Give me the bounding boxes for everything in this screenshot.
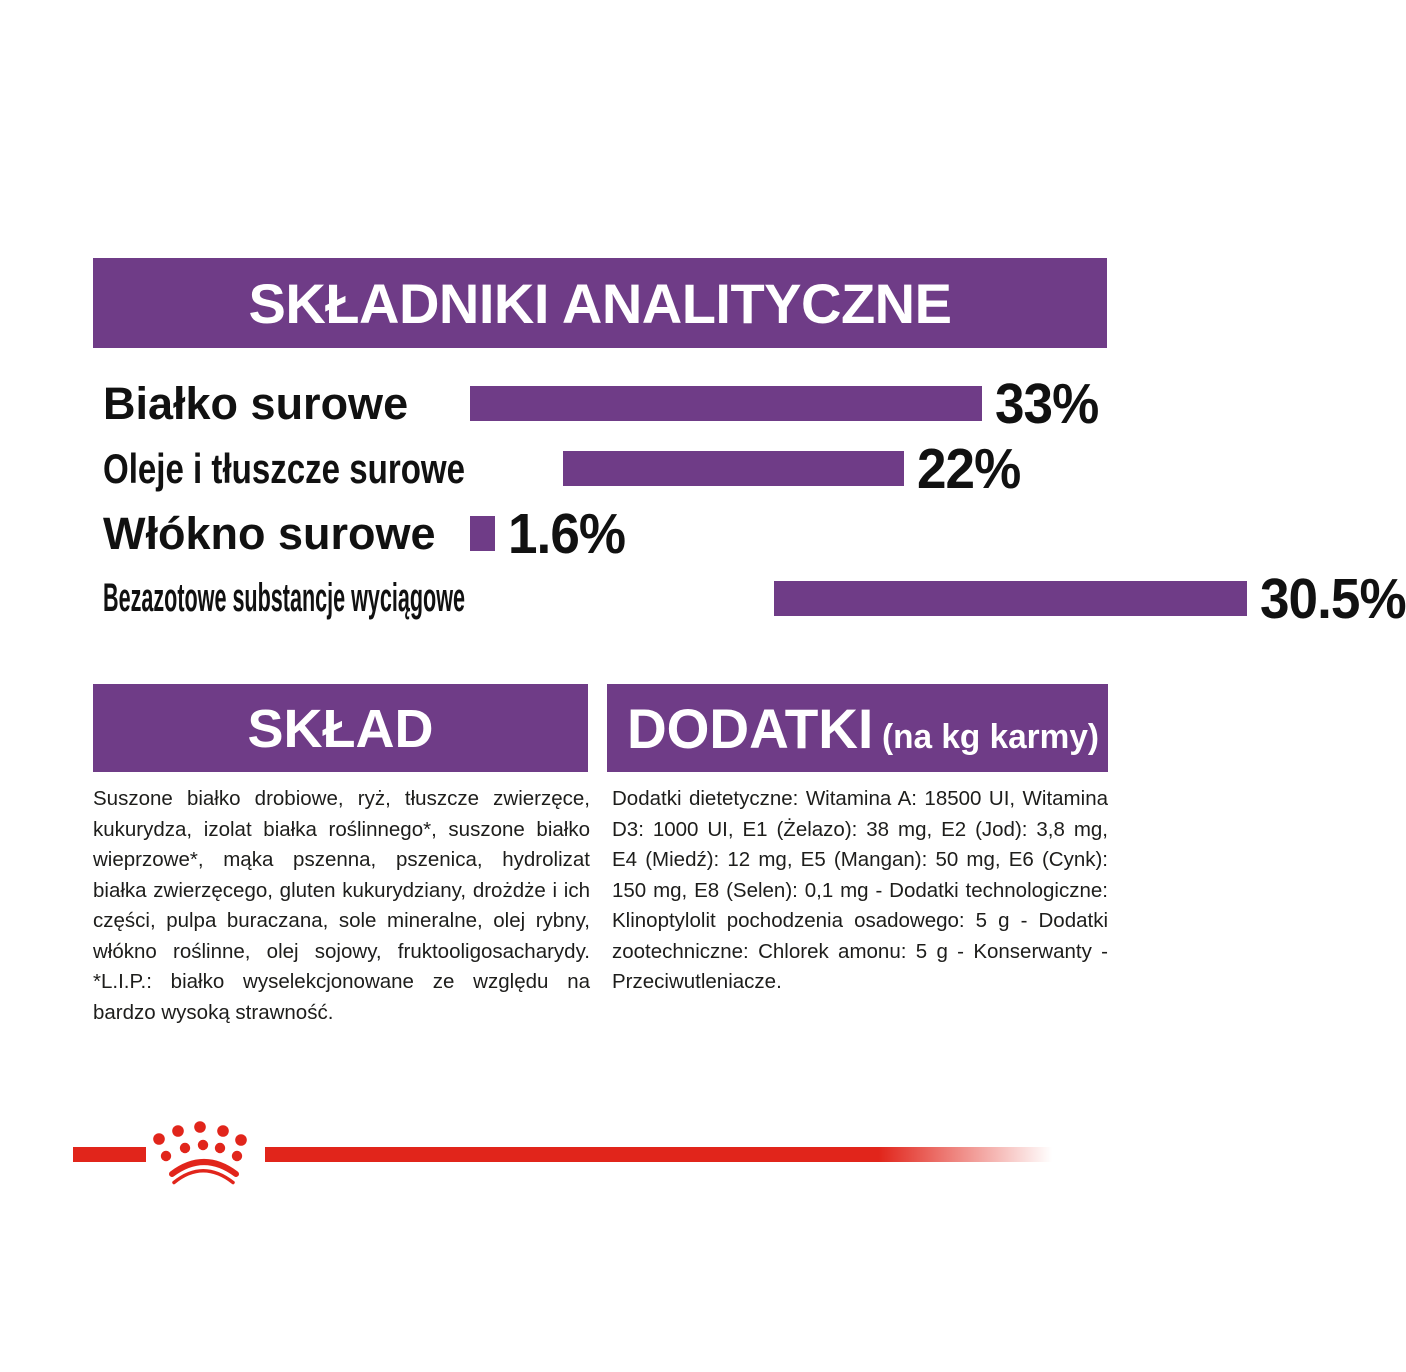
red-divider-line-left [73,1147,146,1162]
category-label: Włókno surowe [103,507,436,559]
text-line [612,906,1108,937]
text-line [612,784,1108,815]
category-label-wrap [90,508,470,560]
category-label: Oleje i tłuszcze surowe [103,444,465,492]
category-label: Białko surowe [103,377,409,429]
bar [470,516,495,551]
brand-footer [0,1095,1200,1225]
text-line-content: Suszone białko drobiowe, ryż, tłuszcze zwierzęce, [93,787,590,810]
additives-title: DODATKI [627,697,874,760]
text-line-content: *L.I.P.: białko wyselekcjonowane ze względu na [93,970,590,993]
text-line-content: włókno roślinne, olej sojowy, fruktooligosacharydy. [93,939,590,963]
text-line-content: E4 (Miedź): 12 mg, E5 (Mangan): 50 mg, E6 (Cynk): [612,848,1108,871]
text-line-content: białka zwierzęcego, gluten kukurydziany, drożdże i ich [93,878,590,902]
text-line [612,876,1108,907]
text-line-content: Dodatki dietetyczne: Witamina A: 18500 UI, Witamina [612,787,1108,810]
composition-body-text [93,784,590,1028]
category-label-wrap [90,576,774,621]
text-line-content: zootechniczne: Chlorek amonu: 5 g - Konserwanty - [612,939,1108,963]
text-line [93,906,590,937]
additives-title-wrap [627,684,1099,789]
chart-row [90,566,1406,631]
composition-header-banner [93,684,588,772]
text-line-content: 150 mg, E8 (Selen): 0,1 mg - Dodatki technologiczne: [612,878,1108,902]
additives-body-text [612,784,1108,998]
red-divider-line-right [265,1147,1052,1162]
composition-title: SKŁAD [247,699,434,759]
category-label-wrap [90,445,563,493]
text-line-content: części, pulpa buraczana, sole mineralne, olej rybny, [93,909,590,932]
bar [470,386,982,421]
additives-title-suffix: (na kg karmy) [882,718,1099,756]
bar [563,451,904,486]
text-line-content: bardzo wysoką strawność. [93,1000,334,1024]
value-label: 1.6% [507,501,625,566]
text-line [93,876,590,907]
text-line [93,845,590,876]
text-line [612,937,1108,968]
text-line [612,845,1108,876]
value-label: 22% [916,436,1021,501]
text-line [93,998,590,1029]
text-line [93,937,590,968]
text-line [93,967,590,998]
royal-canin-crown-icon [153,1121,247,1182]
analytics-title: SKŁADNIKI ANALITYCZNE [248,272,952,335]
text-line-content: kukurydza, izolat białka roślinnego*, suszone białko [93,817,590,841]
text-line [612,815,1108,846]
text-line-content: D3: 1000 UI, E1 (Żelazo): 38 mg, E2 (Jod): 3,8 mg, [612,817,1108,841]
crown-base-arc-thin [174,1171,233,1183]
text-line [93,784,590,815]
text-line-content: Przeciwutleniacze. [612,970,782,993]
category-label-wrap [90,378,470,430]
value-label: 30.5% [1260,566,1406,631]
text-line [612,967,1108,998]
text-line-content: Klinoptylolit pochodzenia osadowego: 5 g - Dodatki [612,909,1108,932]
category-label: Bezazotowe substancje wyciągowe [103,576,465,620]
bar [774,581,1247,616]
additives-header-banner [607,684,1108,772]
text-line [93,815,590,846]
chart-row [90,436,1110,501]
value-label: 33% [994,371,1098,436]
analytical-constituents-chart [90,371,1406,631]
analytics-header-banner [93,258,1107,348]
text-line-content: wieprzowe*, mąka pszenna, pszenica, hydrolizat [93,848,590,871]
chart-row [90,371,1110,436]
chart-row [90,501,1110,566]
